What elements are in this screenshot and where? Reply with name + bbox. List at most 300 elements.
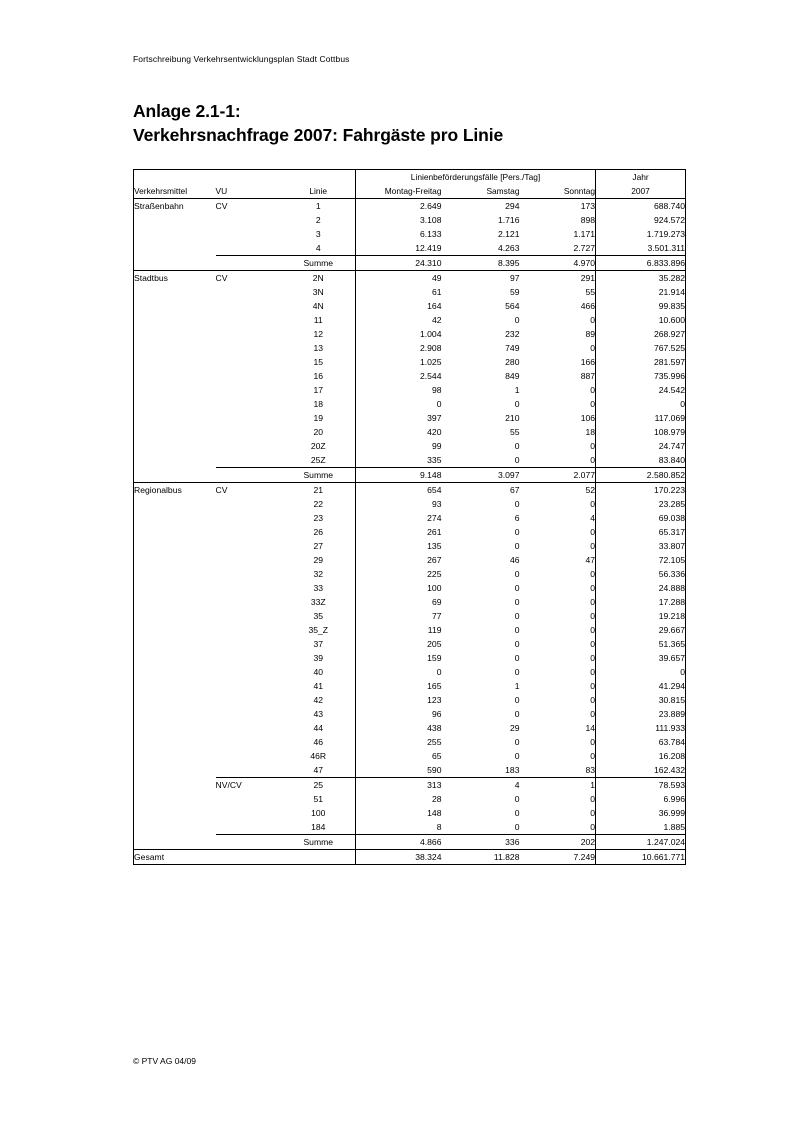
cell-mode	[134, 397, 216, 411]
cell-saturday: 183	[505, 764, 520, 775]
cell-weekday: 49	[356, 271, 442, 286]
cell-sunday: 0	[520, 792, 596, 806]
cell-saturday: 749	[505, 342, 520, 353]
cell-vu	[216, 369, 282, 383]
cell-weekday: 274	[427, 512, 442, 523]
cell-year: 23.285	[596, 497, 686, 511]
sum-spacer-mode	[134, 835, 216, 850]
cell-year: 0	[596, 397, 686, 411]
sum-weekday: 24.310	[356, 256, 442, 271]
cell-weekday: 1.025	[419, 356, 442, 367]
cell-vu	[216, 581, 282, 595]
cell-weekday: 148	[427, 807, 442, 818]
cell-saturday: 0	[514, 440, 520, 451]
cell-line: 44	[282, 721, 356, 735]
cell-vu	[216, 792, 282, 806]
cell-mode	[134, 425, 216, 439]
cell-mode	[134, 778, 216, 793]
cell-sunday: 0	[520, 581, 596, 595]
table-row	[134, 271, 686, 286]
cell-vu: CV	[216, 199, 282, 214]
cell-line: 19	[282, 411, 356, 425]
total-sunday: 7.249	[520, 850, 596, 865]
cell-vu	[216, 637, 282, 651]
cell-year: 36.999	[596, 806, 686, 820]
table-row	[134, 778, 686, 793]
cell-year: 69.038	[596, 511, 686, 525]
table-row	[134, 581, 686, 595]
cell-mode	[134, 609, 216, 623]
copyright-footer: © PTV AG 04/09	[133, 1056, 196, 1066]
cell-weekday: 28	[431, 793, 442, 804]
header-line: Linie	[282, 184, 356, 199]
cell-vu	[216, 285, 282, 299]
cell-weekday: 225	[427, 568, 442, 579]
cell-year: 924.572	[596, 213, 686, 227]
table-row	[134, 439, 686, 453]
cell-mode	[134, 355, 216, 369]
cell-line: 16	[282, 369, 356, 383]
cell-vu	[216, 313, 282, 327]
cell-weekday: 119	[427, 624, 442, 635]
cell-vu	[216, 453, 282, 468]
title-line-2: Verkehrsnachfrage 2007: Fahrgäste pro Linie	[133, 124, 504, 145]
sum-weekday: 4.866	[356, 835, 442, 850]
table-row	[134, 341, 686, 355]
table-row	[134, 820, 686, 835]
cell-line: 13	[282, 341, 356, 355]
cell-saturday: 0	[514, 694, 520, 705]
table-row	[134, 227, 686, 241]
cell-saturday: 210	[505, 412, 520, 423]
cell-weekday: 135	[427, 540, 442, 551]
cell-saturday: 0	[514, 793, 520, 804]
cell-sunday: 0	[520, 341, 596, 355]
cell-weekday: 100	[427, 582, 442, 593]
table-total-row	[134, 850, 686, 865]
cell-year: 35.282	[596, 271, 686, 286]
cell-vu	[216, 553, 282, 567]
cell-saturday: 46	[509, 554, 520, 565]
cell-year: 24.542	[596, 383, 686, 397]
cell-weekday: 335	[427, 454, 442, 465]
cell-sunday: 1	[520, 778, 596, 793]
cell-mode: Straßenbahn	[134, 199, 216, 214]
cell-year: 0	[596, 665, 686, 679]
cell-sunday: 898	[520, 213, 596, 227]
sum-spacer-vu	[216, 835, 282, 850]
cell-mode	[134, 820, 216, 835]
cell-year: 24.747	[596, 439, 686, 453]
header-spacer-mode	[134, 170, 216, 185]
cell-line: 22	[282, 497, 356, 511]
cell-mode	[134, 623, 216, 637]
running-head: Fortschreibung Verkehrsentwicklungsplan Stadt Cottbus	[133, 54, 350, 64]
cell-vu	[216, 623, 282, 637]
cell-line: 25	[282, 778, 356, 793]
cell-vu	[216, 511, 282, 525]
cell-year: 1.885	[596, 820, 686, 835]
cell-saturday: 0	[514, 454, 520, 465]
cell-vu	[216, 341, 282, 355]
cell-weekday: 96	[431, 708, 442, 719]
cell-mode	[134, 411, 216, 425]
cell-year: 41.294	[596, 679, 686, 693]
cell-sunday: 0	[520, 637, 596, 651]
cell-year: 767.525	[596, 341, 686, 355]
cell-sunday: 2.727	[520, 241, 596, 256]
cell-saturday: 1.716	[497, 214, 520, 225]
header-year: 2007	[596, 184, 686, 199]
cell-line: 40	[282, 665, 356, 679]
cell-weekday: 205	[427, 638, 442, 649]
table-row	[134, 453, 686, 468]
cell-weekday: 3.108	[419, 214, 442, 225]
table-row	[134, 707, 686, 721]
cell-weekday: 8	[436, 821, 442, 832]
cell-weekday: 313	[356, 778, 442, 793]
cell-weekday: 12.419	[415, 242, 442, 253]
cell-year: 108.979	[596, 425, 686, 439]
cell-line: 35	[282, 609, 356, 623]
cell-mode	[134, 241, 216, 256]
cell-saturday: 4.263	[497, 242, 520, 253]
cell-year: 23.889	[596, 707, 686, 721]
cell-mode	[134, 511, 216, 525]
cell-sunday: 0	[520, 313, 596, 327]
cell-line: 46R	[282, 749, 356, 763]
cell-sunday: 0	[520, 525, 596, 539]
sum-spacer-vu	[216, 468, 282, 483]
cell-line: 3N	[282, 285, 356, 299]
cell-year: 281.597	[596, 355, 686, 369]
cell-mode	[134, 299, 216, 313]
cell-mode	[134, 679, 216, 693]
cell-mode	[134, 806, 216, 820]
cell-vu	[216, 439, 282, 453]
cell-year: 10.600	[596, 313, 686, 327]
table-row	[134, 721, 686, 735]
header-mf: Montag-Freitag	[356, 184, 442, 199]
cell-mode	[134, 341, 216, 355]
cell-mode: Stadtbus	[134, 271, 216, 286]
cell-sunday: 466	[520, 299, 596, 313]
cell-saturday: 2.121	[497, 228, 520, 239]
cell-vu	[216, 299, 282, 313]
cell-sunday: 0	[520, 735, 596, 749]
cell-weekday: 438	[427, 722, 442, 733]
sum-sunday: 4.970	[520, 256, 596, 271]
sum-spacer-vu	[216, 256, 282, 271]
header-so: Sonntag	[520, 184, 596, 199]
table-row	[134, 511, 686, 525]
cell-mode	[134, 285, 216, 299]
cell-line: 100	[282, 806, 356, 820]
cell-year: 162.432	[596, 763, 686, 778]
cell-sunday: 173	[520, 199, 596, 214]
cell-weekday: 69	[431, 596, 442, 607]
cell-weekday: 267	[427, 554, 442, 565]
table-row	[134, 595, 686, 609]
cell-vu	[216, 763, 282, 778]
cell-mode	[134, 439, 216, 453]
header-spacer-vu	[216, 170, 282, 185]
cell-saturday: 55	[509, 426, 520, 437]
cell-vu	[216, 707, 282, 721]
cell-weekday: 99	[431, 440, 442, 451]
table-row	[134, 651, 686, 665]
cell-year: 24.888	[596, 581, 686, 595]
table-row	[134, 411, 686, 425]
cell-saturday: 0	[514, 624, 520, 635]
cell-year: 3.501.311	[596, 241, 686, 256]
cell-year: 735.996	[596, 369, 686, 383]
cell-weekday: 159	[427, 652, 442, 663]
cell-mode	[134, 369, 216, 383]
cell-weekday: 0	[436, 666, 442, 677]
cell-mode	[134, 665, 216, 679]
cell-saturday: 0	[514, 398, 520, 409]
cell-line: 11	[282, 313, 356, 327]
cell-line: 47	[282, 763, 356, 778]
cell-line: 26	[282, 525, 356, 539]
cell-weekday: 65	[431, 750, 442, 761]
table-row	[134, 369, 686, 383]
cell-year: 17.288	[596, 595, 686, 609]
cell-vu: NV/CV	[216, 778, 282, 793]
cell-weekday: 654	[356, 483, 442, 498]
cell-year: 1.719.273	[596, 227, 686, 241]
table-row	[134, 553, 686, 567]
cell-sunday: 55	[520, 285, 596, 299]
cell-mode	[134, 383, 216, 397]
cell-vu: CV	[216, 271, 282, 286]
cell-saturday: 0	[514, 314, 520, 325]
cell-saturday: 0	[514, 582, 520, 593]
cell-sunday: 887	[520, 369, 596, 383]
table-header-row	[134, 184, 686, 199]
cell-weekday: 255	[427, 736, 442, 747]
cell-line: 42	[282, 693, 356, 707]
cell-line: 23	[282, 511, 356, 525]
table-sum-row	[134, 835, 686, 850]
cell-vu	[216, 749, 282, 763]
total-label: Gesamt	[134, 850, 216, 865]
cell-year: 39.657	[596, 651, 686, 665]
cell-mode	[134, 693, 216, 707]
table-row	[134, 241, 686, 256]
table-header-group-row	[134, 170, 686, 185]
cell-sunday: 106	[520, 411, 596, 425]
cell-year: 99.835	[596, 299, 686, 313]
cell-vu	[216, 425, 282, 439]
sum-label: Summe	[282, 256, 356, 271]
cell-weekday: 261	[427, 526, 442, 537]
cell-mode	[134, 707, 216, 721]
cell-sunday: 83	[520, 763, 596, 778]
cell-sunday: 166	[520, 355, 596, 369]
table-row	[134, 567, 686, 581]
cell-saturday: 0	[514, 540, 520, 551]
cell-sunday: 14	[520, 721, 596, 735]
cell-vu	[216, 525, 282, 539]
cell-saturday: 280	[505, 356, 520, 367]
cell-line: 20	[282, 425, 356, 439]
cell-year: 21.914	[596, 285, 686, 299]
cell-sunday: 0	[520, 749, 596, 763]
cell-mode: Regionalbus	[134, 483, 216, 498]
sum-spacer-mode	[134, 468, 216, 483]
cell-mode	[134, 651, 216, 665]
cell-saturday: 59	[509, 286, 520, 297]
cell-sunday: 0	[520, 397, 596, 411]
cell-mode	[134, 595, 216, 609]
cell-line: 43	[282, 707, 356, 721]
cell-saturday: 232	[505, 328, 520, 339]
table-row	[134, 425, 686, 439]
sum-weekday: 9.148	[356, 468, 442, 483]
table-row	[134, 497, 686, 511]
cell-mode	[134, 313, 216, 327]
cell-sunday: 0	[520, 623, 596, 637]
cell-saturday: 294	[442, 199, 520, 214]
cell-vu	[216, 213, 282, 227]
header-spacer-line	[282, 170, 356, 185]
cell-sunday: 0	[520, 651, 596, 665]
cell-saturday: 0	[514, 750, 520, 761]
cell-line: 2N	[282, 271, 356, 286]
cell-sunday: 0	[520, 439, 596, 453]
table-row	[134, 792, 686, 806]
cell-line: 1	[282, 199, 356, 214]
table-sum-row	[134, 468, 686, 483]
cell-year: 16.208	[596, 749, 686, 763]
cell-vu	[216, 411, 282, 425]
cell-saturday: 0	[514, 568, 520, 579]
cell-year: 65.317	[596, 525, 686, 539]
cell-line: 2	[282, 213, 356, 227]
total-spacer-vu	[216, 850, 282, 865]
cell-sunday: 1.171	[520, 227, 596, 241]
cell-year: 688.740	[596, 199, 686, 214]
cell-saturday: 0	[514, 666, 520, 677]
cell-line: 15	[282, 355, 356, 369]
cell-sunday: 0	[520, 665, 596, 679]
table-row	[134, 539, 686, 553]
table-row	[134, 623, 686, 637]
cell-line: 46	[282, 735, 356, 749]
sum-year: 6.833.896	[596, 256, 686, 271]
cell-vu	[216, 820, 282, 835]
cell-line: 20Z	[282, 439, 356, 453]
cell-vu	[216, 383, 282, 397]
cell-vu	[216, 327, 282, 341]
sum-sunday: 202	[520, 835, 596, 850]
cell-weekday: 1.004	[419, 328, 442, 339]
cell-mode	[134, 227, 216, 241]
table-row	[134, 679, 686, 693]
cell-weekday: 420	[427, 426, 442, 437]
cell-vu: CV	[216, 483, 282, 498]
cell-line: 18	[282, 397, 356, 411]
cell-weekday: 165	[427, 680, 442, 691]
cell-year: 117.069	[596, 411, 686, 425]
cell-line: 35_Z	[282, 623, 356, 637]
table-row	[134, 749, 686, 763]
cell-weekday: 61	[431, 286, 442, 297]
cell-saturday: 0	[514, 821, 520, 832]
cell-vu	[216, 665, 282, 679]
cell-year: 51.365	[596, 637, 686, 651]
cell-line: 51	[282, 792, 356, 806]
cell-saturday: 0	[514, 526, 520, 537]
cell-vu	[216, 355, 282, 369]
passenger-demand-table	[133, 169, 686, 865]
cell-mode	[134, 735, 216, 749]
cell-sunday: 0	[520, 820, 596, 835]
cell-mode	[134, 327, 216, 341]
cell-mode	[134, 453, 216, 468]
cell-saturday: 29	[509, 722, 520, 733]
cell-year: 72.105	[596, 553, 686, 567]
table-row	[134, 299, 686, 313]
cell-vu	[216, 241, 282, 256]
cell-sunday: 89	[520, 327, 596, 341]
table-sum-row	[134, 256, 686, 271]
cell-sunday: 0	[520, 707, 596, 721]
cell-sunday: 0	[520, 383, 596, 397]
cell-saturday: 0	[514, 498, 520, 509]
sum-saturday: 3.097	[442, 468, 520, 483]
cell-saturday: 0	[514, 638, 520, 649]
cell-mode	[134, 567, 216, 581]
cell-sunday: 0	[520, 609, 596, 623]
total-weekday: 38.324	[356, 850, 442, 865]
cell-year: 19.218	[596, 609, 686, 623]
header-group-trips: Linienbeförderungsfälle [Pers./Tag]	[356, 170, 596, 185]
cell-sunday: 0	[520, 679, 596, 693]
cell-mode	[134, 749, 216, 763]
cell-vu	[216, 595, 282, 609]
cell-sunday: 52	[520, 483, 596, 498]
cell-sunday: 0	[520, 567, 596, 581]
cell-line: 37	[282, 637, 356, 651]
cell-weekday: 93	[431, 498, 442, 509]
cell-year: 170.223	[596, 483, 686, 498]
cell-mode	[134, 497, 216, 511]
cell-vu	[216, 497, 282, 511]
header-group-year: Jahr	[596, 170, 686, 185]
cell-weekday: 2.908	[419, 342, 442, 353]
cell-line: 12	[282, 327, 356, 341]
cell-line: 17	[282, 383, 356, 397]
sum-label: Summe	[282, 468, 356, 483]
cell-year: 268.927	[596, 327, 686, 341]
sum-saturday: 8.395	[442, 256, 520, 271]
table-row	[134, 525, 686, 539]
cell-year: 111.933	[596, 721, 686, 735]
page-title	[133, 100, 685, 147]
cell-year: 56.336	[596, 567, 686, 581]
table-row	[134, 483, 686, 498]
cell-vu	[216, 567, 282, 581]
cell-line: 32	[282, 567, 356, 581]
cell-weekday: 123	[427, 694, 442, 705]
header-sa: Samstag	[442, 184, 520, 199]
cell-sunday: 0	[520, 453, 596, 468]
sum-sunday: 2.077	[520, 468, 596, 483]
table-row	[134, 355, 686, 369]
